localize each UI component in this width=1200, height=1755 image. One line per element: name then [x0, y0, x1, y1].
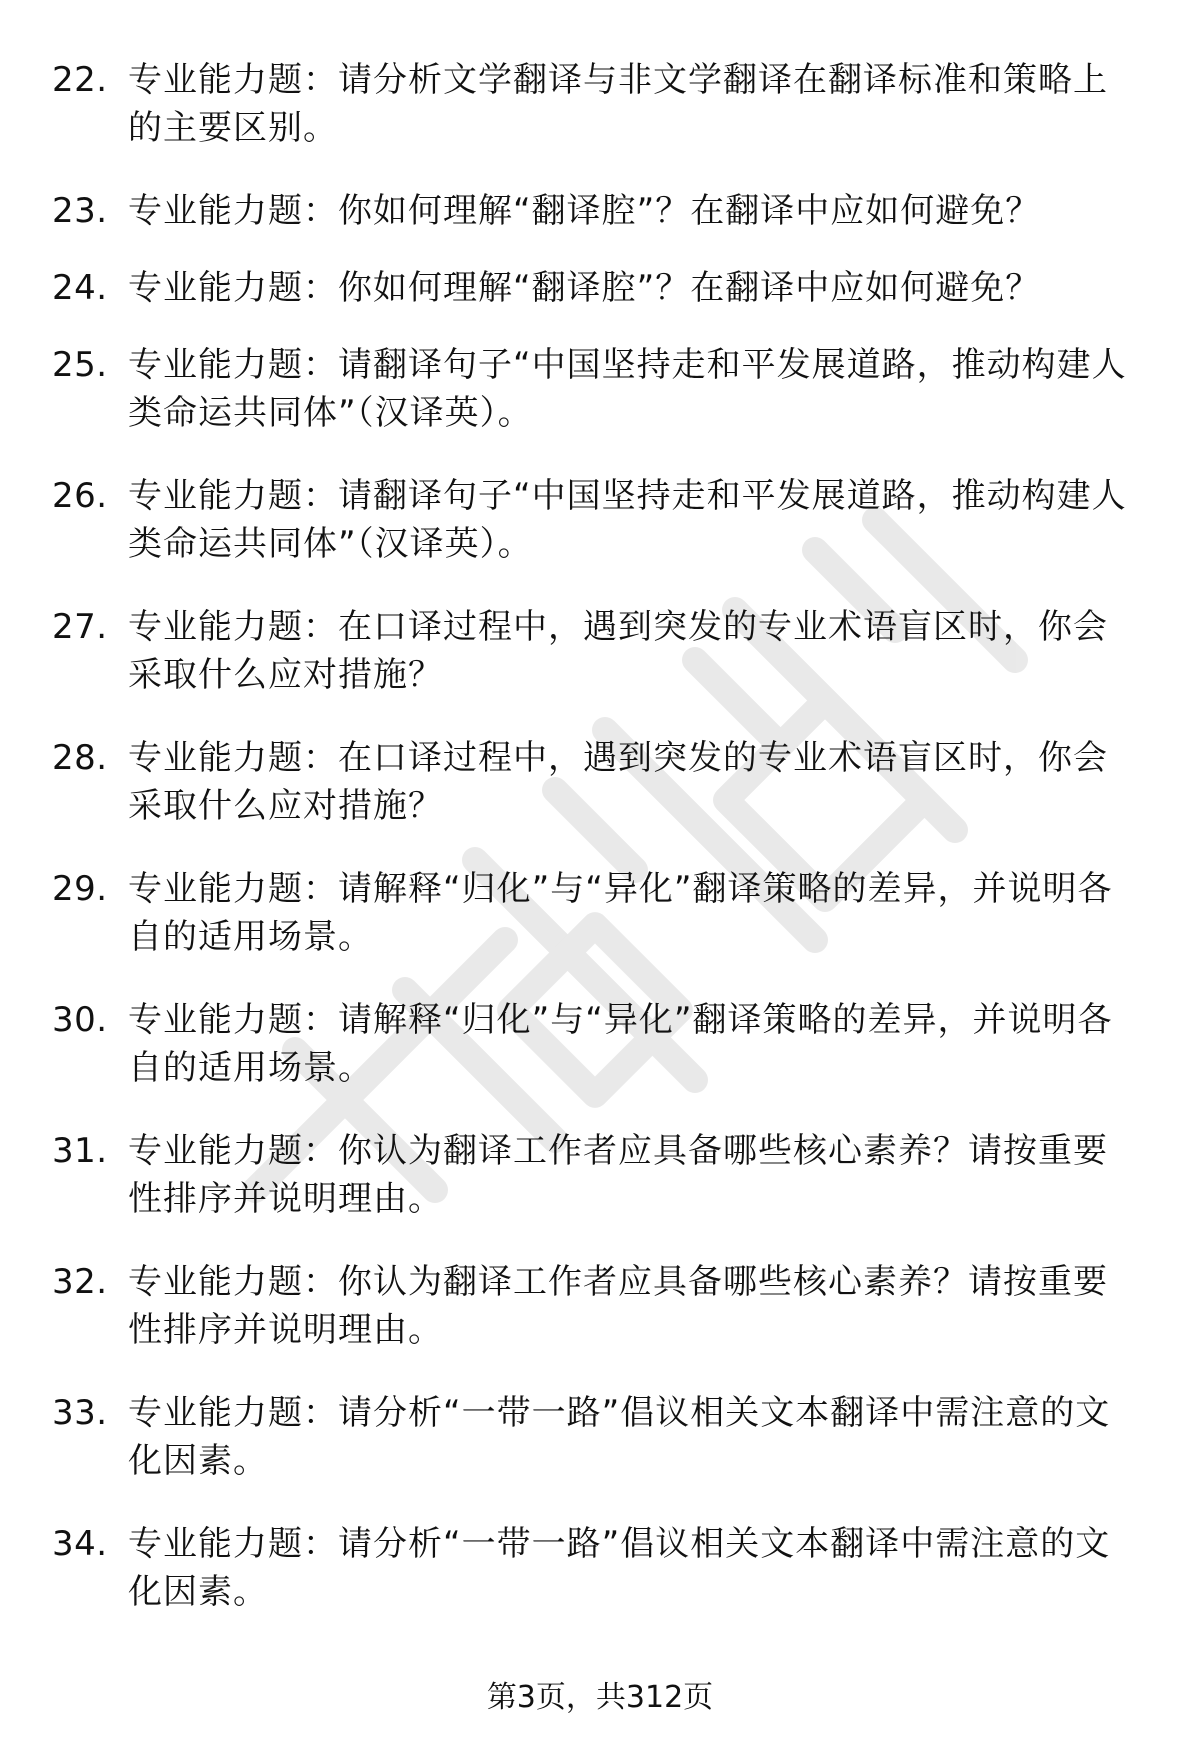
question-item [0, 603, 1200, 734]
question-text: 专业能力题：你如何理解“翻译腔”？在翻译中应如何避免？ [128, 191, 1041, 231]
question-number: 34. [52, 1524, 108, 1564]
question-number: 27. [52, 607, 108, 647]
question-item [0, 264, 1200, 341]
page-footer: 第3页，共312页 [486, 1680, 714, 1715]
question-list [0, 56, 1200, 1651]
question-text: 专业能力题：你如何理解“翻译腔”？在翻译中应如何避免？ [128, 268, 1041, 308]
question-item [0, 187, 1200, 264]
question-text: 专业能力题：在口译过程中，遇到突发的专业术语盲区时，你会采取什么应对措施？ [128, 607, 1108, 695]
question-item [0, 1258, 1200, 1389]
question-text: 专业能力题：请分析文学翻译与非文学翻译在翻译标准和策略上的主要区别。 [128, 60, 1108, 148]
question-text: 专业能力题：请翻译句子“中国坚持走和平发展道路，推动构建人类命运共同体”（汉译英）。 [128, 476, 1127, 564]
question-text: 专业能力题：请翻译句子“中国坚持走和平发展道路，推动构建人类命运共同体”（汉译英）。 [128, 345, 1127, 433]
question-number: 33. [52, 1393, 108, 1433]
question-text: 专业能力题：你认为翻译工作者应具备哪些核心素养？请按重要性排序并说明理由。 [128, 1131, 1108, 1219]
question-text: 专业能力题：请解释“归化”与“异化”翻译策略的差异，并说明各自的适用场景。 [128, 1000, 1113, 1088]
question-number: 31. [52, 1131, 108, 1171]
question-text: 专业能力题：你认为翻译工作者应具备哪些核心素养？请按重要性排序并说明理由。 [128, 1262, 1108, 1350]
question-item [0, 472, 1200, 603]
question-number: 29. [52, 869, 108, 909]
question-number: 30. [52, 1000, 108, 1040]
question-item [0, 865, 1200, 996]
question-text: 专业能力题：请分析“一带一路”倡议相关文本翻译中需注意的文化因素。 [128, 1524, 1111, 1612]
question-number: 32. [52, 1262, 108, 1302]
question-text: 专业能力题：在口译过程中，遇到突发的专业术语盲区时，你会采取什么应对措施？ [128, 738, 1108, 826]
question-text: 专业能力题：请分析“一带一路”倡议相关文本翻译中需注意的文化因素。 [128, 1393, 1111, 1481]
question-item [0, 1520, 1200, 1651]
question-item [0, 1127, 1200, 1258]
question-text: 专业能力题：请解释“归化”与“异化”翻译策略的差异，并说明各自的适用场景。 [128, 869, 1113, 957]
question-item [0, 996, 1200, 1127]
question-number: 22. [52, 60, 108, 100]
question-number: 24. [52, 268, 108, 308]
question-number: 26. [52, 476, 108, 516]
question-number: 28. [52, 738, 108, 778]
question-item [0, 734, 1200, 865]
question-item [0, 1389, 1200, 1520]
question-number: 25. [52, 345, 108, 385]
question-item [0, 341, 1200, 472]
question-number: 23. [52, 191, 108, 231]
question-item [0, 56, 1200, 187]
